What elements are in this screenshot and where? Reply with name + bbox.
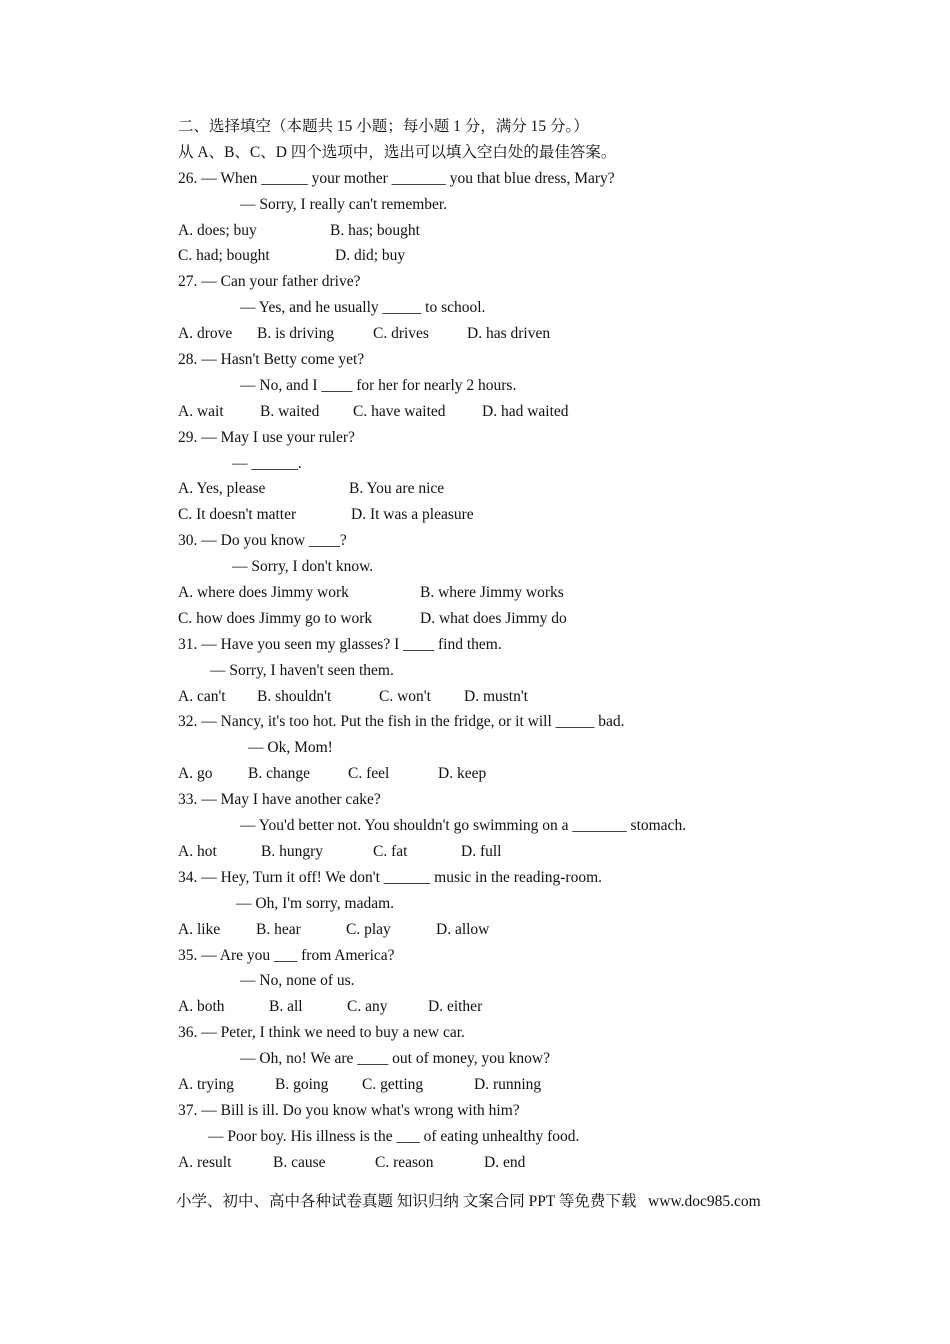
question-32-option-c: C. feel	[348, 765, 390, 783]
question-34-option-b: B. hear	[256, 920, 301, 938]
question-36-reply: — Oh, no! We are ____ out of money, you know?	[240, 1050, 550, 1068]
question-32-option-b: B. change	[248, 765, 310, 783]
question-27-options-row	[178, 321, 898, 347]
question-28-options-row	[178, 399, 898, 425]
question-35-reply: — No, none of us.	[240, 972, 355, 990]
question-36-prompt: 36. — Peter, I think we need to buy a new car.	[178, 1024, 465, 1042]
question-31-reply: — Sorry, I haven't seen them.	[210, 661, 394, 679]
question-27-prompt: 27. — Can your father drive?	[178, 273, 361, 291]
question-36-options-row	[178, 1072, 898, 1098]
question-32-options-row	[178, 761, 898, 787]
question-26-options-row-2	[178, 243, 898, 269]
question-30-reply: — Sorry, I don't know.	[232, 558, 374, 576]
question-29-prompt: 29. — May I use your ruler?	[178, 428, 355, 446]
question-35-prompt: 35. — Are you ___ from America?	[178, 946, 395, 964]
question-31-prompt: 31. — Have you seen my glasses? I ____ find them.	[178, 635, 502, 653]
question-26-option-d: D. did; buy	[335, 247, 406, 265]
question-26-option-b: B. has; bought	[330, 221, 420, 239]
question-32-prompt: 32. — Nancy, it's too hot. Put the fish in the fridge, or it will _____ bad.	[178, 713, 625, 731]
question-35-options-row	[178, 994, 898, 1020]
question-26-options-row-1	[178, 218, 898, 244]
question-28-option-c: C. have waited	[353, 402, 446, 420]
question-31-option-c: C. won't	[379, 687, 431, 705]
section-title: 二、选择填空（本题共 15 小题；每小题 1 分，满分 15 分。）	[178, 118, 589, 135]
question-26-option-a: A. does; buy	[178, 221, 257, 239]
question-27-reply: — Yes, and he usually _____ to school.	[240, 299, 486, 317]
question-28-option-d: D. had waited	[482, 402, 569, 420]
question-29-options-row-1	[178, 476, 898, 502]
question-27-option-c: C. drives	[373, 325, 429, 343]
question-34-prompt: 34. — Hey, Turn it off! We don't ______ music in the reading-room.	[178, 868, 603, 886]
question-30-option-b: B. where Jimmy works	[420, 584, 564, 602]
question-29-option-a: A. Yes, please	[178, 480, 266, 498]
question-33-option-d: D. full	[461, 842, 502, 860]
question-37-option-a: A. result	[178, 1153, 232, 1171]
question-33-options-row	[178, 839, 898, 865]
question-35-option-d: D. either	[428, 998, 483, 1016]
question-37-option-d: D. end	[484, 1153, 526, 1171]
question-36-option-a: A. trying	[178, 1075, 234, 1093]
question-28-option-b: B. waited	[260, 402, 320, 420]
question-37-reply: — Poor boy. His illness is the ___ of eating unhealthy food.	[208, 1127, 580, 1145]
question-31-option-b: B. shouldn't	[257, 687, 332, 705]
question-36-option-d: D. running	[474, 1075, 542, 1093]
question-34-option-d: D. allow	[436, 920, 490, 938]
question-29-option-b: B. You are nice	[349, 480, 445, 498]
question-31-option-d: D. mustn't	[464, 687, 528, 705]
question-31-option-a: A. can't	[178, 687, 226, 705]
question-28-prompt: 28. — Hasn't Betty come yet?	[178, 351, 365, 369]
question-32-option-a: A. go	[178, 765, 213, 783]
question-33-reply: — You'd better not. You shouldn't go swimming on a _______ stomach.	[240, 817, 687, 835]
question-30-prompt: 30. — Do you know ____?	[178, 532, 347, 550]
question-30-option-a: A. where does Jimmy work	[178, 584, 349, 602]
question-34-reply: — Oh, I'm sorry, madam.	[236, 894, 395, 912]
question-34-option-c: C. play	[346, 920, 391, 938]
question-32-option-d: D. keep	[438, 765, 487, 783]
question-37-options-row	[178, 1150, 898, 1176]
question-27-option-a: A. drove	[178, 325, 233, 343]
question-34-option-a: A. like	[178, 920, 221, 938]
question-26-reply: — Sorry, I really can't remember.	[240, 195, 448, 213]
question-28-reply: — No, and I ____ for her for nearly 2 hours.	[240, 376, 517, 394]
question-28-option-a: A. wait	[178, 402, 224, 420]
question-27-option-d: D. has driven	[467, 325, 551, 343]
exam-section	[178, 114, 898, 1176]
question-33-option-a: A. hot	[178, 842, 217, 860]
instruction-text: 从 A、B、C、D 四个选项中，选出可以填入空白处的最佳答案。	[178, 143, 617, 161]
question-29-options-row-2	[178, 502, 898, 528]
question-36-option-b: B. going	[275, 1075, 329, 1093]
question-30-option-d: D. what does Jimmy do	[420, 609, 567, 627]
question-36-option-c: C. getting	[362, 1075, 424, 1093]
question-27-option-b: B. is driving	[257, 325, 335, 343]
question-30-options-row-1	[178, 580, 898, 606]
question-35-option-b: B. all	[269, 998, 303, 1016]
question-31-options-row	[178, 684, 898, 710]
question-35-option-c: C. any	[347, 998, 388, 1016]
page-footer: 小学、初中、高中各种试卷真题 知识归纳 文案合同 PPT 等免费下载 www.doc985.com	[176, 1193, 761, 1210]
question-33-option-b: B. hungry	[261, 842, 323, 860]
question-26-option-c: C. had; bought	[178, 247, 270, 265]
question-33-prompt: 33. — May I have another cake?	[178, 791, 381, 809]
question-35-option-a: A. both	[178, 998, 225, 1016]
question-33-option-c: C. fat	[373, 842, 408, 860]
question-37-option-b: B. cause	[273, 1153, 326, 1171]
question-37-prompt: 37. — Bill is ill. Do you know what's wrong with him?	[178, 1101, 520, 1119]
question-26-prompt: 26. — When ______ your mother _______ you that blue dress, Mary?	[178, 169, 615, 187]
question-29-option-d: D. It was a pleasure	[351, 506, 474, 524]
question-30-options-row-2	[178, 606, 898, 632]
question-29-reply: — ______.	[232, 454, 302, 472]
question-37-option-c: C. reason	[375, 1153, 434, 1171]
question-29-option-c: C. It doesn't matter	[178, 506, 297, 524]
question-34-options-row	[178, 917, 898, 943]
question-30-option-c: C. how does Jimmy go to work	[178, 609, 373, 627]
question-32-reply: — Ok, Mom!	[248, 739, 333, 757]
